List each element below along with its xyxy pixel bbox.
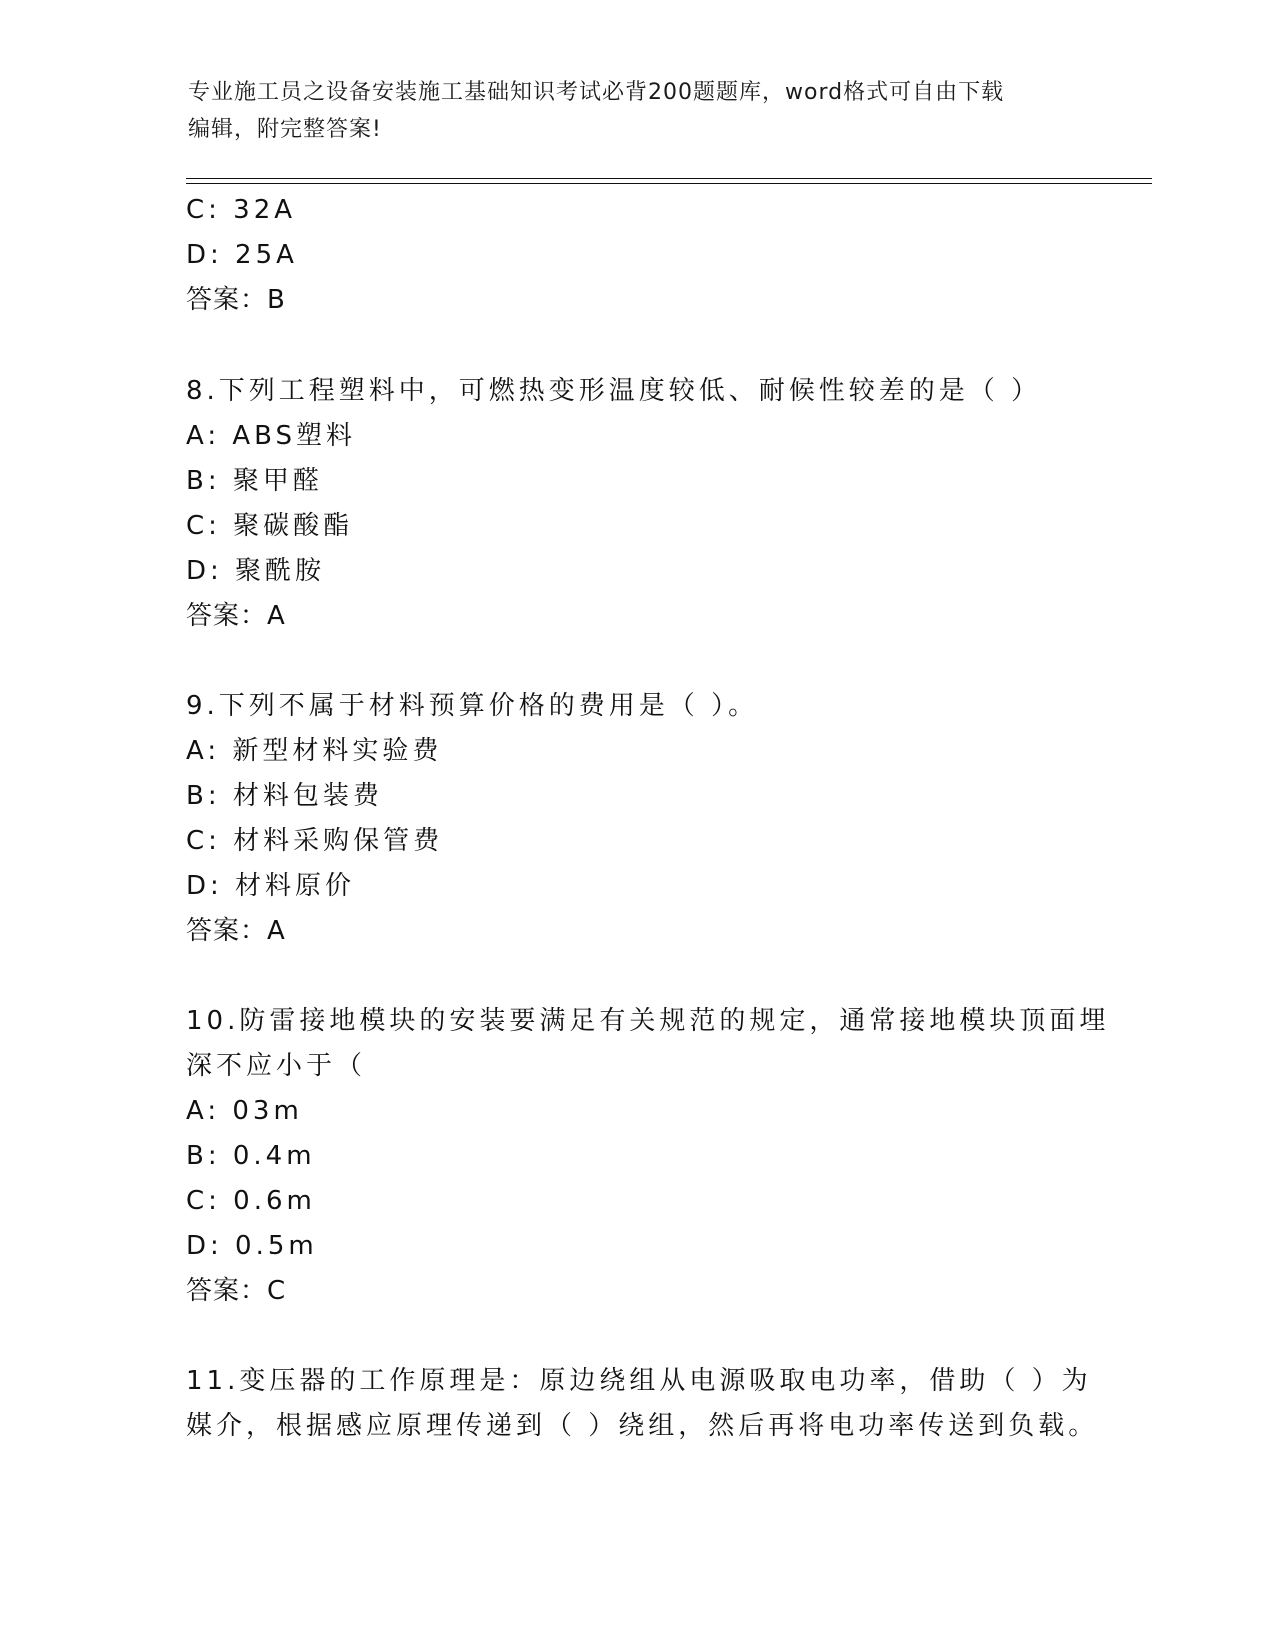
answer-line: 答案：C [186, 1276, 287, 1306]
header-rule-bottom [186, 183, 1152, 184]
option-d: D: 25A [186, 240, 298, 270]
page-header [188, 74, 1068, 148]
answer-line: 答案：A [186, 601, 286, 631]
question-8: 8.下列工程塑料中，可燃热变形温度较低、耐候性较差的是（ ） [186, 376, 1042, 406]
option-b: B: 材料包装费 [186, 781, 383, 811]
question-11-line-1: 11.变压器的工作原理是：原边绕组从电源吸取电功率，借助（ ）为 [186, 1366, 1092, 1396]
header-line-1: 专业施工员之设备安装施工基础知识考试必背200题题库，word格式可自由下载 [188, 80, 1005, 105]
option-d: D: 0.5m [186, 1231, 318, 1261]
answer-line: 答案：B [186, 285, 286, 315]
option-a: A: 03m [186, 1096, 303, 1126]
question-9: 9.下列不属于材料预算价格的费用是（ ）。 [186, 691, 759, 721]
header-rule-top [186, 178, 1152, 179]
option-d: D: 材料原价 [186, 871, 356, 901]
answer-line: 答案：A [186, 916, 286, 946]
header-line-2: 编辑，附完整答案! [188, 117, 382, 142]
option-c: C: 材料采购保管费 [186, 826, 444, 856]
question-11-line-2: 媒介，根据感应原理传递到（ ）绕组，然后再将电功率传送到负载。 [186, 1411, 1099, 1441]
option-d: D: 聚酰胺 [186, 556, 326, 586]
option-b: B: 聚甲醛 [186, 466, 323, 496]
option-c: C: 0.6m [186, 1186, 316, 1216]
question-10-line-2: 深不应小于（ [186, 1051, 367, 1081]
option-a: A: ABS塑料 [186, 421, 357, 451]
question-10-line-1: 10.防雷接地模块的安装要满足有关规范的规定，通常接地模块顶面埋 [186, 1006, 1110, 1036]
option-c: C: 32A [186, 195, 297, 225]
option-c: C: 聚碳酸酯 [186, 511, 354, 541]
option-b: B: 0.4m [186, 1141, 316, 1171]
option-a: A: 新型材料实验费 [186, 736, 443, 766]
